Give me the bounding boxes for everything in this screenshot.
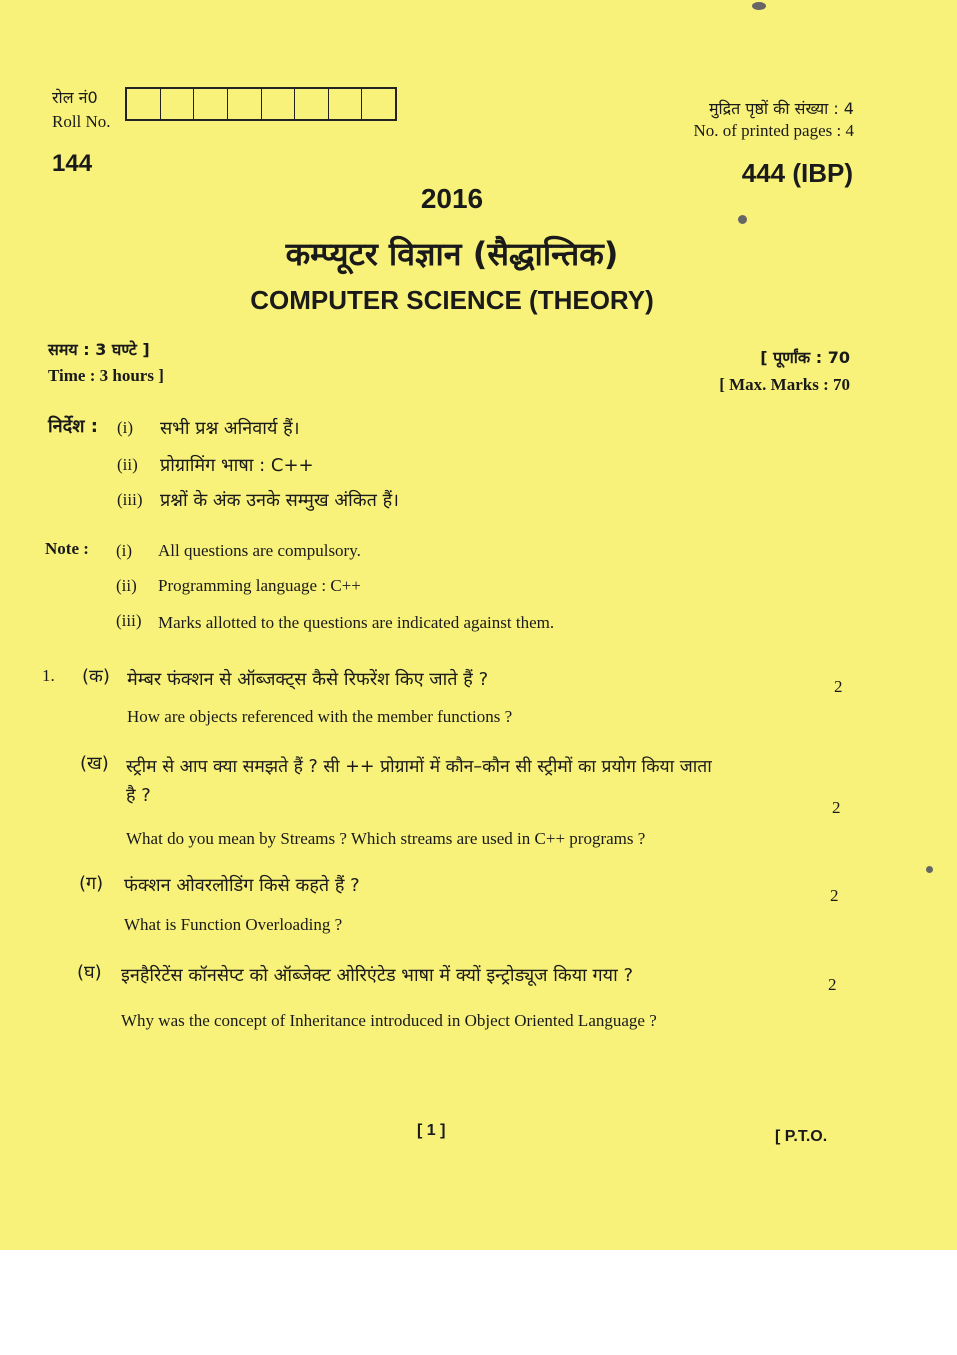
roll-number-cell — [127, 89, 161, 119]
max-marks-english: [ Max. Marks : 70 — [719, 375, 850, 394]
question-english: How are objects referenced with the member functions ? — [127, 707, 513, 726]
paper-code-right: 444 (IBP) — [741, 158, 853, 188]
printed-pages-english: No. of printed pages : 4 — [693, 121, 854, 140]
question-english: What is Function Overloading ? — [124, 915, 343, 934]
roll-number-cell — [329, 89, 363, 119]
question-hindi: फंक्शन ओवरलोडिंग किसे कहते हैं ? — [124, 875, 360, 896]
instruction-english-num: (iii) — [116, 611, 142, 630]
instruction-hindi-text: सभी प्रश्न अनिवार्य हैं। — [160, 418, 300, 439]
roll-number-cell — [228, 89, 262, 119]
printed-pages-hindi: मुद्रित पृष्ठों की संख्या : 4 — [708, 99, 854, 118]
instructions-english-label: Note : — [45, 539, 89, 558]
instruction-hindi-text: प्रश्नों के अंक उनके सम्मुख अंकित हैं। — [160, 490, 399, 511]
question-part-label: (घ) — [77, 962, 102, 983]
roll-number-cell — [262, 89, 296, 119]
instruction-english-text: Marks allotted to the questions are indicated against them. — [158, 613, 555, 632]
roll-number-cell — [194, 89, 228, 119]
instructions-hindi-label: निर्देश : — [48, 416, 98, 437]
roll-number-boxes — [125, 87, 397, 121]
paper-code-left: 144 — [52, 150, 93, 177]
exam-year: 2016 — [420, 183, 484, 214]
question-part-label: (ग) — [79, 873, 104, 894]
time-english: Time : 3 hours ] — [48, 366, 164, 385]
instruction-hindi-text: प्रोग्रामिंग भाषा : C++ — [160, 455, 314, 476]
question-part-label: (ख) — [80, 753, 109, 774]
question-hindi: मेम्बर फंक्शन से ऑब्जक्ट्स कैसे रिफरेंश किए जाते हैं ? — [127, 669, 489, 690]
question-hindi: स्ट्रीम से आप क्या समझते हैं ? सी ++ प्रोग्रामों में कौन–कौन सी स्ट्रीमों का प्रयोग किया जाता — [126, 757, 712, 777]
roll-number-cell — [295, 89, 329, 119]
roll-number-cell — [161, 89, 195, 119]
title-hindi: कम्प्यूटर विज्ञान (सैद्धान्तिक) — [285, 235, 619, 273]
scan-speck — [738, 215, 747, 224]
question-marks: 2 — [828, 975, 837, 994]
time-hindi: समय : 3 घण्टे ] — [48, 340, 150, 359]
instruction-hindi-num: (i) — [117, 418, 134, 437]
question-hindi: इनहैरिटेंस कॉनसेप्ट को ऑब्जेक्ट ओरिएंटेड भाषा में क्यों इन्ट्रोड्यूज किया गया ? — [121, 965, 634, 986]
roll-number-cell — [362, 89, 395, 119]
roll-no-hindi: रोल नं0 — [52, 88, 98, 107]
instruction-english-text: Programming language : C++ — [158, 576, 361, 595]
instruction-hindi-num: (ii) — [117, 455, 138, 474]
scan-speck — [926, 866, 933, 873]
question-english: Why was the concept of Inheritance introduced in Object Oriented Language ? — [121, 1011, 657, 1030]
question-hindi-continued: है ? — [126, 785, 151, 806]
instruction-hindi-num: (iii) — [117, 490, 143, 509]
instruction-english-num: (ii) — [116, 576, 137, 595]
please-turn-over: [ P.T.O. — [775, 1128, 828, 1145]
scan-speck — [752, 2, 766, 10]
question-marks: 2 — [832, 798, 841, 817]
instruction-english-num: (i) — [116, 541, 133, 560]
max-marks-hindi: [ पूर्णांक : 70 — [760, 348, 850, 367]
question-part-label: (क) — [82, 666, 110, 687]
page-number: [ 1 ] — [417, 1122, 446, 1139]
question-marks: 2 — [834, 677, 843, 696]
instruction-english-text: All questions are compulsory. — [158, 541, 361, 560]
question-number: 1. — [42, 666, 55, 685]
question-marks: 2 — [830, 886, 839, 905]
title-english: COMPUTER SCIENCE (THEORY) — [250, 285, 654, 315]
question-english: What do you mean by Streams ? Which streams are used in C++ programs ? — [126, 829, 646, 848]
roll-no-english: Roll No. — [52, 112, 111, 131]
